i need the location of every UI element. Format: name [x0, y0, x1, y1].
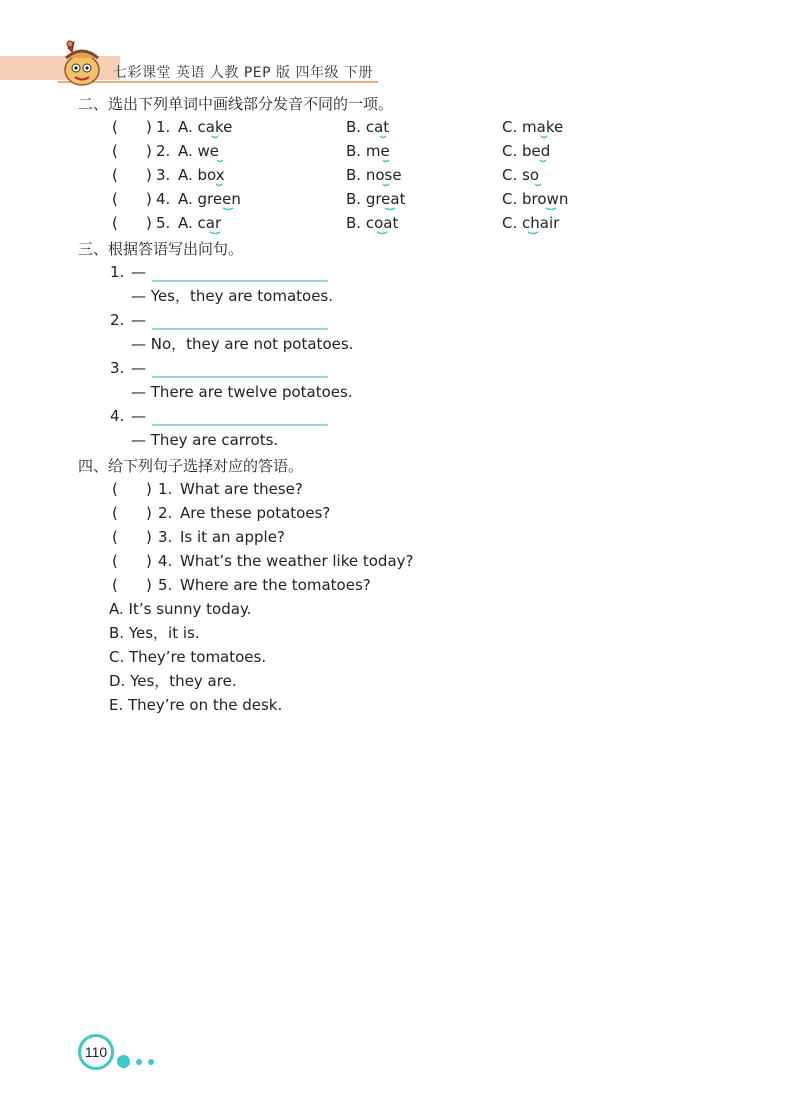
footer-dot-small: [148, 1059, 154, 1065]
choice-text: E. They’re on the desk.: [109, 696, 283, 714]
answer-paren-close: ): [146, 528, 152, 546]
section-4-title: 四、给下列句子选择对应的答语。: [78, 457, 304, 475]
item-number: 4.: [156, 190, 171, 208]
option-b: B. nose: [346, 166, 402, 184]
header-title: 七彩课堂 英语 人教 PEP 版 四年级 下册: [113, 65, 373, 81]
option-b: B. cat: [346, 118, 390, 136]
mascot-icon: [56, 38, 108, 90]
dash: —: [131, 359, 146, 377]
question-text: Are these potatoes?: [180, 504, 331, 522]
option-b: B. great: [346, 190, 406, 208]
answer-paren-close: ): [146, 552, 152, 570]
answer-paren-open[interactable]: (: [112, 480, 118, 498]
option-b: B. coat: [346, 214, 399, 232]
choice-text: B. Yes，it is.: [109, 624, 200, 642]
given-answer: — No，they are not potatoes.: [131, 335, 354, 353]
question-text: Where are the tomatoes?: [180, 576, 371, 594]
answer-paren-open[interactable]: (: [112, 190, 118, 208]
item-number: 3.: [158, 528, 173, 546]
item-number: 2.: [156, 142, 171, 160]
answer-blank-line[interactable]: [152, 328, 328, 330]
answer-paren-open[interactable]: (: [112, 552, 118, 570]
answer-blank-line[interactable]: [152, 424, 328, 426]
dash: —: [131, 311, 146, 329]
answer-paren-close: ): [146, 480, 152, 498]
option-b: B. me: [346, 142, 390, 160]
answer-paren-close: ): [146, 214, 152, 232]
question-text: What’s the weather like today?: [180, 552, 414, 570]
answer-paren-close: ): [146, 118, 152, 136]
answer-paren-open[interactable]: (: [112, 118, 118, 136]
answer-paren-open[interactable]: (: [112, 214, 118, 232]
answer-blank-line[interactable]: [152, 280, 328, 282]
answer-paren-open[interactable]: (: [112, 166, 118, 184]
option-a: A. green: [178, 190, 241, 208]
item-number: 5.: [156, 214, 171, 232]
option-c: C. so: [502, 166, 540, 184]
answer-paren-open[interactable]: (: [112, 576, 118, 594]
item-number: 1.: [158, 480, 173, 498]
option-c: C. make: [502, 118, 564, 136]
option-c: C. brown: [502, 190, 569, 208]
answer-paren-close: ): [146, 166, 152, 184]
dash: —: [131, 263, 146, 281]
answer-paren-close: ): [146, 504, 152, 522]
section-3-title: 三、根据答语写出问句。: [78, 240, 244, 258]
item-number: 4.: [158, 552, 173, 570]
answer-paren-close: ): [146, 576, 152, 594]
answer-paren-close: ): [146, 142, 152, 160]
item-number: 1.: [156, 118, 171, 136]
answer-paren-close: ): [146, 190, 152, 208]
section-2-title: 二、选出下列单词中画线部分发音不同的一项。: [78, 95, 394, 113]
answer-paren-open[interactable]: (: [112, 528, 118, 546]
given-answer: — Yes，they are tomatoes.: [131, 287, 334, 305]
option-a: A. cake: [178, 118, 233, 136]
item-number: 4.: [110, 407, 125, 425]
item-number: 2.: [158, 504, 173, 522]
item-number: 2.: [110, 311, 125, 329]
given-answer: — They are carrots.: [131, 431, 279, 449]
question-text: Is it an apple?: [180, 528, 285, 546]
option-a: A. box: [178, 166, 225, 184]
footer-dot-small: [136, 1059, 142, 1065]
item-number: 3.: [156, 166, 171, 184]
choice-text: D. Yes，they are.: [109, 672, 237, 690]
choice-text: A. It’s sunny today.: [109, 600, 252, 618]
option-c: C. chair: [502, 214, 560, 232]
given-answer: — There are twelve potatoes.: [131, 383, 353, 401]
option-a: A. we: [178, 142, 220, 160]
question-text: What are these?: [180, 480, 303, 498]
item-number: 1.: [110, 263, 125, 281]
answer-blank-line[interactable]: [152, 376, 328, 378]
item-number: 3.: [110, 359, 125, 377]
page-number: 110: [78, 1034, 114, 1070]
option-a: A. car: [178, 214, 222, 232]
answer-paren-open[interactable]: (: [112, 142, 118, 160]
option-c: C. bed: [502, 142, 551, 160]
footer-dot-large: [117, 1055, 130, 1068]
dash: —: [131, 407, 146, 425]
item-number: 5.: [158, 576, 173, 594]
answer-paren-open[interactable]: (: [112, 504, 118, 522]
choice-text: C. They’re tomatoes.: [109, 648, 267, 666]
